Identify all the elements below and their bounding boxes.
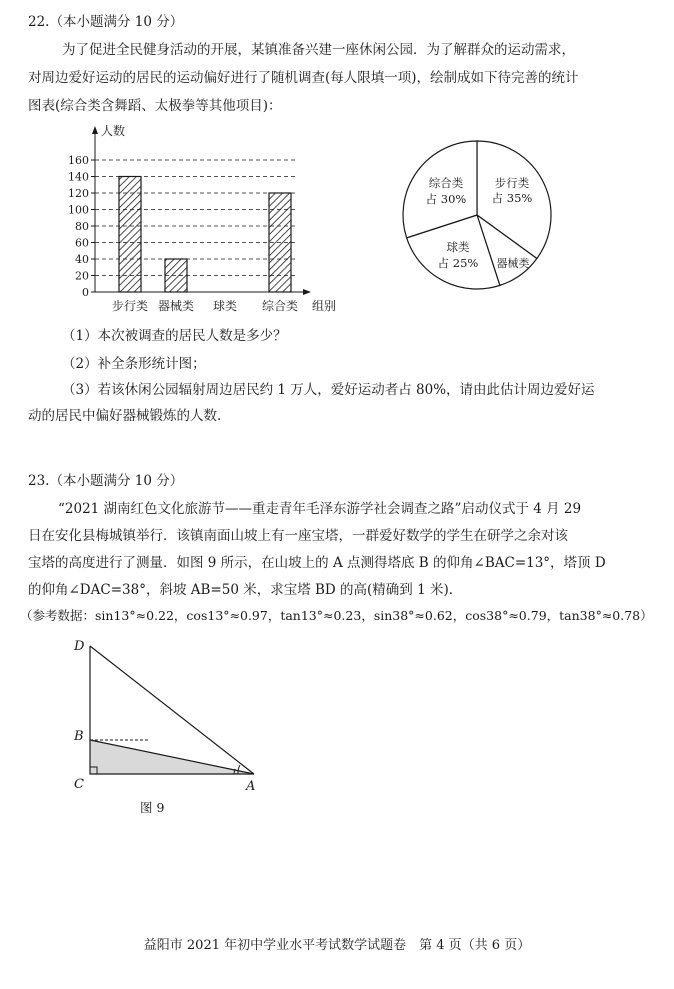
page-footer: 益阳市 2021 年初中学业水平考试数学试题卷 第 4 页（共 6 页）: [143, 938, 531, 953]
y-tick-label: 40: [75, 253, 89, 266]
bar: [165, 259, 187, 292]
q23-line-4: 的仰角∠DAC=38°，斜坡 AB=50 米，求宝塔 BD 的高(精确到 1 米)．: [28, 582, 463, 598]
q23-line-2: 日在安化县梅城镇举行．该镇南面山坡上有一座宝塔，一群爱好数学的学生在研学之余对该: [28, 528, 568, 544]
q23-reference-data: （参考数据：sin13°≈0.22，cos13°≈0.97，tan13°≈0.23，sin38°≈0.62，cos38°≈0.79，tan38°≈0.78）: [20, 608, 653, 623]
x-category-label: 器械类: [157, 299, 195, 313]
q23-line-1: “2021 湖南红色文化旅游节——重走青年毛泽东游学社会调查之路”启动仪式于 4 月 29: [58, 501, 582, 517]
q22-header: 22.（本小题满分 10 分）: [28, 14, 184, 30]
bar-chart: [60, 118, 350, 318]
q23-line-3: 宝塔的高度进行了测量．如图 9 所示，在山坡上的 A 点测得塔底 B 的仰角∠BAC=13°，塔顶 D: [28, 555, 606, 571]
point-label-c: C: [74, 777, 84, 792]
y-axis-label: 人数: [101, 124, 126, 138]
y-tick-label: 80: [75, 220, 89, 233]
pie-label-ball: 球类: [446, 240, 470, 254]
x-category-label: 步行类: [111, 299, 149, 313]
q22-question-3-cont: 动的居民中偏好器械锻炼的人数．: [28, 408, 231, 424]
x-axis-arrow: [303, 289, 311, 295]
y-axis-arrow: [92, 126, 98, 134]
bar-x-categories: [112, 298, 298, 313]
bar-y-ticks: [68, 154, 95, 299]
q22-question-1: （1）本次被调查的居民人数是多少？: [62, 328, 287, 344]
y-tick-label: 0: [82, 286, 89, 299]
y-tick-label: 120: [68, 187, 89, 200]
q22-question-3: （3）若该休闲公园辐射周边居民约 1 万人，爱好运动者占 80%，请由此估计周边爱好运: [62, 382, 595, 398]
pie-label-equipment: 器械类: [496, 257, 530, 270]
bar-series: [119, 177, 291, 293]
bar: [119, 177, 141, 293]
x-category-label: 综合类: [261, 299, 299, 313]
pie-label-composite: 综合类: [428, 176, 464, 190]
point-label-b: B: [74, 729, 84, 744]
q22-question-2: （2）补全条形统计图；: [62, 356, 206, 372]
bar: [269, 193, 291, 292]
q23-header: 23.（本小题满分 10 分）: [28, 473, 184, 489]
y-tick-label: 20: [75, 269, 89, 283]
y-tick-label: 160: [68, 154, 89, 167]
pie-label-walking: 步行类: [494, 176, 530, 190]
pie-text-composite: 占 30%: [425, 192, 467, 206]
q22-intro-line-3: 图表(综合类含舞蹈、太极拳等其他项目)：: [28, 98, 282, 114]
figure-caption: 图 9: [140, 800, 165, 815]
figure-9: [70, 636, 270, 826]
q22-intro-line-1: 为了促进全民健身活动的开展，某镇准备兴建一座休闲公园．为了解群众的运动需求，: [62, 42, 575, 58]
point-label-a: A: [246, 779, 256, 794]
q22-intro-line-2: 对周边爱好运动的居民的运动偏好进行了随机调查(每人限填一项)，绘制成如下待完善的统计: [28, 70, 579, 86]
pie-text-walking: 占 35%: [491, 191, 533, 205]
pie-text-ball: 占 25%: [437, 256, 479, 270]
x-category-label: 球类: [212, 299, 238, 313]
y-tick-label: 60: [75, 236, 89, 250]
x-axis-label: 组别: [312, 299, 337, 313]
point-label-d: D: [74, 639, 85, 654]
y-tick-label: 140: [68, 170, 89, 184]
pie-chart: [400, 138, 560, 296]
y-tick-label: 100: [68, 203, 89, 217]
